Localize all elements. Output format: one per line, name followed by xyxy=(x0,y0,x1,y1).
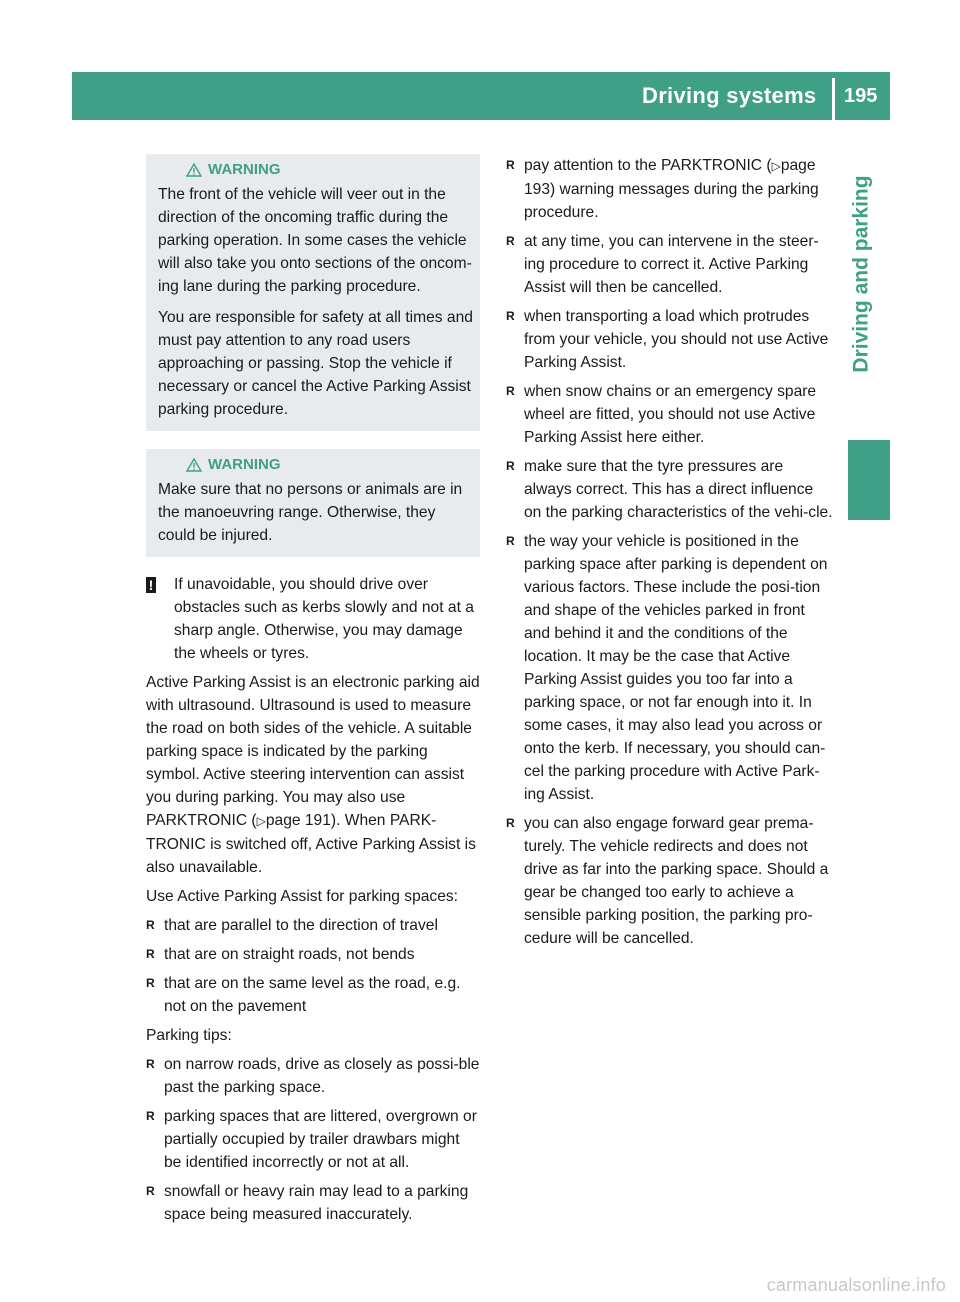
list-item: R that are on the same level as the road, e.g. not on the pavement xyxy=(146,972,480,1018)
list-item: R on narrow roads, drive as closely as possi-ble past the parking space. xyxy=(146,1053,480,1099)
warning-heading: WARNING xyxy=(158,158,474,181)
intro-paragraph: Active Parking Assist is an electronic parking aid with ultrasound. Ultrasound is used to measure the road on both sides of the vehicle. A suitable parking space is indicated by the parking symbol. Active steering intervention can assist you during parking. You may also use PARKTRONIC (▷page 191). When PARK-TRONIC is switched off, Active Parking Assist is also unavailable. xyxy=(146,674,480,876)
tips-list-right xyxy=(506,154,834,950)
list-item: R the way your vehicle is positioned in the parking space after parking is dependent on various factors. These include the posi-tion and shape of the vehicles parked in front and behind it and the conditions of the location. It may be the case that Active Parking Assist guides you too far into a parking space, or not far enough into it. In some cases, it may also lead you across or onto the kerb. If necessary, you should can-cel the parking procedure with Active Park-ing Assist. xyxy=(506,530,834,806)
header-bar xyxy=(72,72,890,120)
page-reference: page 193 xyxy=(524,157,816,198)
list-item: R that are on straight roads, not bends xyxy=(146,943,480,966)
tips-heading: Parking tips: xyxy=(146,1027,232,1044)
page-number: 195 xyxy=(844,85,878,107)
warning-triangle-icon xyxy=(186,458,202,472)
warning-box-1 xyxy=(146,154,480,431)
chapter-marker xyxy=(848,440,890,520)
notice xyxy=(146,573,480,665)
warning-triangle-icon xyxy=(186,163,202,177)
watermark: carmanualsonline.info xyxy=(766,1275,946,1295)
right-column xyxy=(506,154,834,956)
list-item: R when transporting a load which protrudes from your vehicle, you should not use Active Parking Assist. xyxy=(506,305,834,374)
warning-text: The front of the vehicle will veer out in the direction of the oncoming traffic during the parking operation. In some cases the vehicle will also take you onto sections of the oncom-ing lane during the parking procedure. xyxy=(158,186,472,295)
notice-text: If unavoidable, you should drive over obstacles such as kerbs slowly and not at a sharp angle. Otherwise, you may damage the wheels or tyres. xyxy=(174,576,474,662)
list-item: R snowfall or heavy rain may lead to a parking space being measured inaccurately. xyxy=(146,1180,480,1226)
exclamation-icon: ! xyxy=(146,577,156,593)
list-item: R when snow chains or an emergency spare wheel are fitted, you should not use Active Parking Assist here either. xyxy=(506,380,834,449)
use-heading: Use Active Parking Assist for parking spaces: xyxy=(146,888,459,905)
warning-text: Make sure that no persons or animals are in the manoeuvring range. Otherwise, they could be injured. xyxy=(158,481,463,544)
chapter-tab xyxy=(834,120,890,428)
page-ref-arrow-icon: ▷ xyxy=(256,814,266,828)
list-item: R at any time, you can intervene in the steer-ing procedure to correct it. Active Parking Assist will then be cancelled. xyxy=(506,230,834,299)
list-item: R pay attention to the PARKTRONIC (▷page 193) warning messages during the parking procedure. xyxy=(506,154,834,224)
left-column xyxy=(146,154,480,1232)
list-item: R make sure that the tyre pressures are always correct. This has a direct influence on the parking characteristics of the vehi-cle. xyxy=(506,455,834,524)
list-item: R you can also engage forward gear prema-turely. The vehicle redirects and does not drive as far into the parking space. Should a gear be changed too early to achieve a sensible parking position, the parking pro-cedure will be cancelled. xyxy=(506,812,834,950)
list-item: R parking spaces that are littered, overgrown or partially occupied by trailer drawbars might be identified incorrectly or not at all. xyxy=(146,1105,480,1174)
section-title: Driving systems xyxy=(642,83,817,108)
warning-heading: WARNING xyxy=(158,453,474,476)
use-list xyxy=(146,914,480,1018)
list-item: R that are parallel to the direction of travel xyxy=(146,914,480,937)
warning-box-2 xyxy=(146,449,480,557)
tips-list-left xyxy=(146,1053,480,1226)
chapter-tab-label: Driving and parking xyxy=(850,175,874,373)
warning-text: You are responsible for safety at all times and must pay attention to any road users approaching or passing. Stop the vehicle if necessary or cancel the Active Parking Assist parking procedure. xyxy=(158,309,473,418)
page-ref-arrow-icon: ▷ xyxy=(771,159,781,173)
page-reference: page 191 xyxy=(265,812,331,829)
header-divider xyxy=(832,78,835,120)
